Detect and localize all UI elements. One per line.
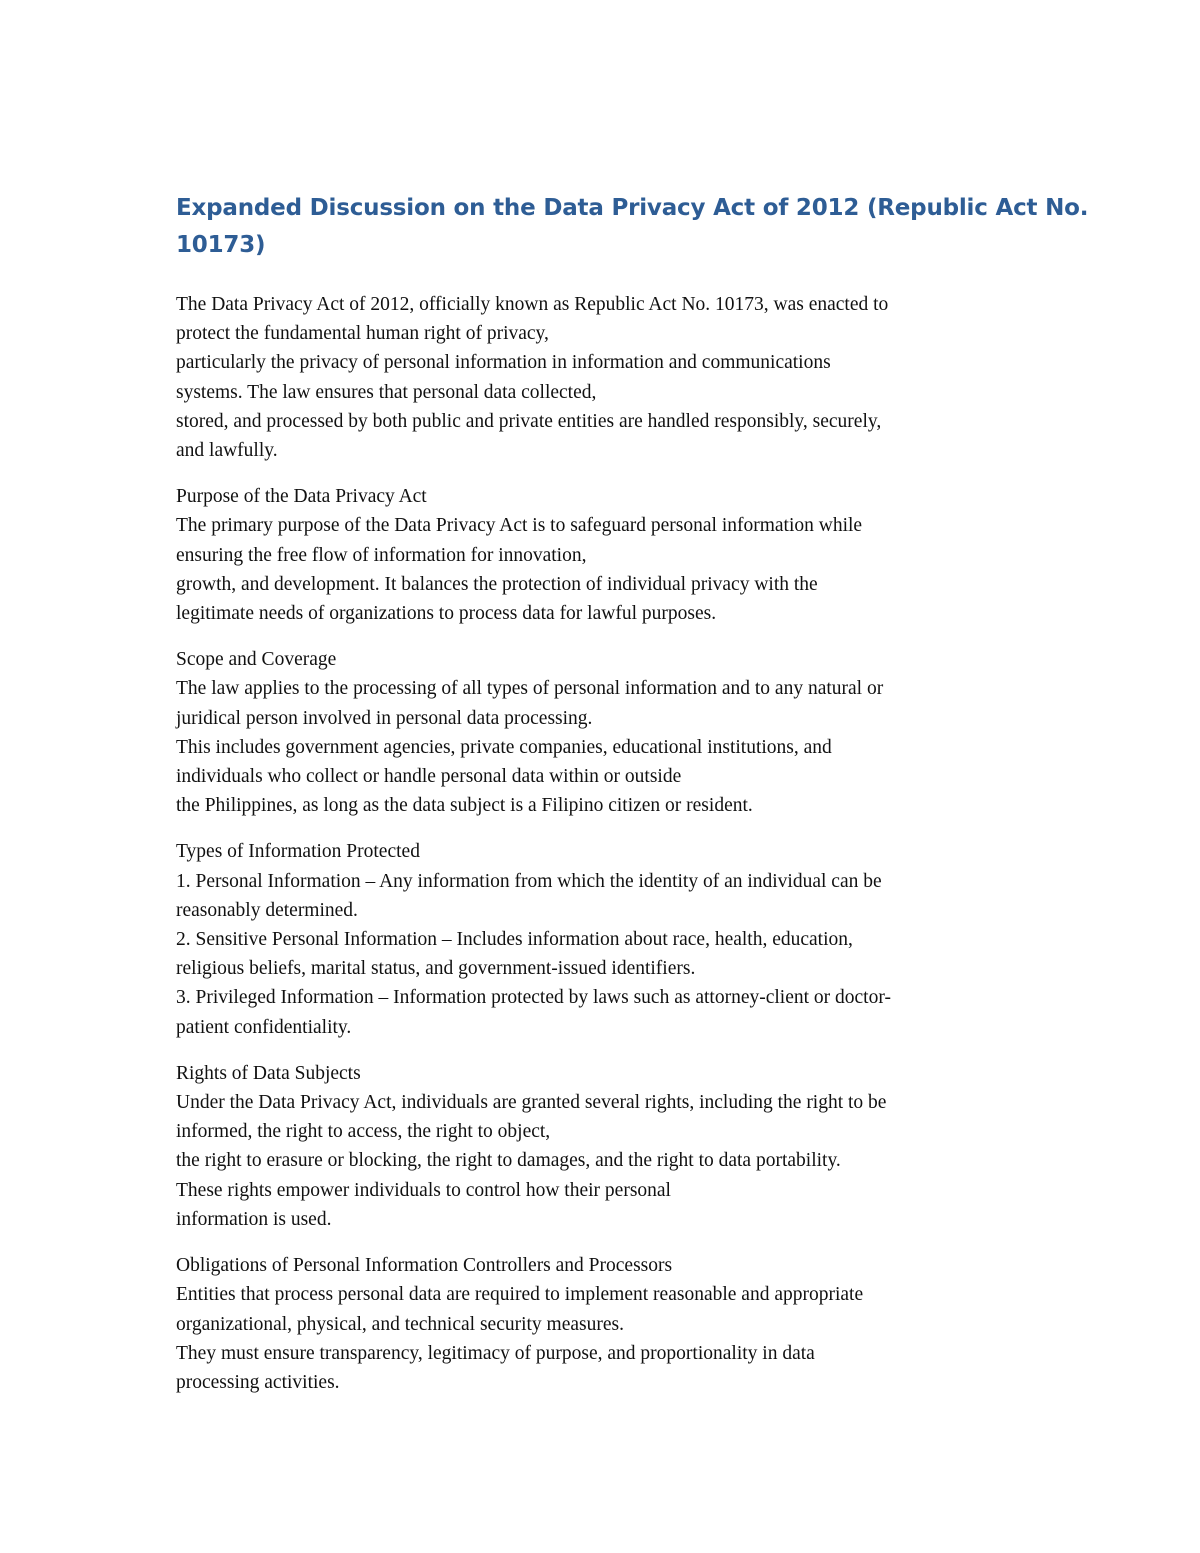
list-item-line: 3. Privileged Information – Information protected by laws such as attorney-client or doctor- bbox=[176, 987, 891, 1009]
title-line: 10173) bbox=[176, 232, 266, 258]
section-heading: Types of Information Protected bbox=[176, 841, 420, 863]
section-rights bbox=[176, 1059, 1036, 1234]
section-types bbox=[176, 837, 1036, 1041]
list-item-line: patient confidentiality. bbox=[176, 1016, 352, 1038]
section-heading: Obligations of Personal Information Controllers and Processors bbox=[176, 1255, 673, 1277]
text-line: The law applies to the processing of all types of personal information and to any natural or bbox=[176, 678, 884, 700]
text-line: protect the fundamental human right of privacy, bbox=[176, 323, 549, 345]
list-item-line: 1. Personal Information – Any information from which the identity of an individual can be bbox=[176, 870, 882, 892]
text-line: They must ensure transparency, legitimacy of purpose, and proportionality in data bbox=[176, 1342, 815, 1364]
text-line: individuals who collect or handle personal data within or outside bbox=[176, 766, 682, 788]
text-line: systems. The law ensures that personal data collected, bbox=[176, 381, 597, 403]
text-line: the right to erasure or blocking, the right to damages, and the right to data portability. bbox=[176, 1150, 841, 1172]
section-purpose bbox=[176, 482, 1036, 628]
section-scope bbox=[176, 645, 1036, 820]
text-line: organizational, physical, and technical security measures. bbox=[176, 1313, 624, 1335]
text-line: These rights empower individuals to control how their personal bbox=[176, 1179, 671, 1201]
text-line: particularly the privacy of personal information in information and communications bbox=[176, 352, 831, 374]
text-line: information is used. bbox=[176, 1208, 332, 1230]
section-heading: Purpose of the Data Privacy Act bbox=[176, 486, 427, 508]
text-line: The primary purpose of the Data Privacy Act is to safeguard personal information while bbox=[176, 515, 863, 537]
document-page bbox=[176, 190, 1089, 1397]
text-line: the Philippines, as long as the data subject is a Filipino citizen or resident. bbox=[176, 795, 753, 817]
document-title bbox=[176, 190, 1089, 264]
text-line: Under the Data Privacy Act, individuals are granted several rights, including the right to be bbox=[176, 1092, 887, 1114]
list-item-line: reasonably determined. bbox=[176, 899, 358, 921]
section-heading: Rights of Data Subjects bbox=[176, 1062, 361, 1084]
text-line: Entities that process personal data are required to implement reasonable and appropriate bbox=[176, 1284, 864, 1306]
text-line: legitimate needs of organizations to process data for lawful purposes. bbox=[176, 603, 717, 625]
text-line: stored, and processed by both public and private entities are handled responsibly, securely, bbox=[176, 410, 882, 432]
list-item-line: 2. Sensitive Personal Information – Includes information about race, health, education, bbox=[176, 929, 853, 951]
text-line: The Data Privacy Act of 2012, officially known as Republic Act No. 10173, was enacted to bbox=[176, 294, 889, 315]
text-line: processing activities. bbox=[176, 1371, 340, 1393]
text-line: ensuring the free flow of information for innovation, bbox=[176, 544, 587, 566]
text-line: informed, the right to access, the right to object, bbox=[176, 1121, 551, 1143]
text-line: growth, and development. It balances the protection of individual privacy with the bbox=[176, 573, 818, 595]
text-line: This includes government agencies, private companies, educational institutions, and bbox=[176, 736, 832, 758]
section-heading: Scope and Coverage bbox=[176, 649, 337, 671]
text-line: and lawfully. bbox=[176, 440, 278, 462]
intro-paragraph bbox=[176, 290, 1036, 465]
list-item-line: religious beliefs, marital status, and government-issued identifiers. bbox=[176, 958, 696, 980]
text-line: juridical person involved in personal data processing. bbox=[176, 707, 593, 729]
section-obligations bbox=[176, 1251, 1036, 1397]
title-line: Expanded Discussion on the Data Privacy Act of 2012 (Republic Act No. bbox=[176, 195, 1089, 221]
